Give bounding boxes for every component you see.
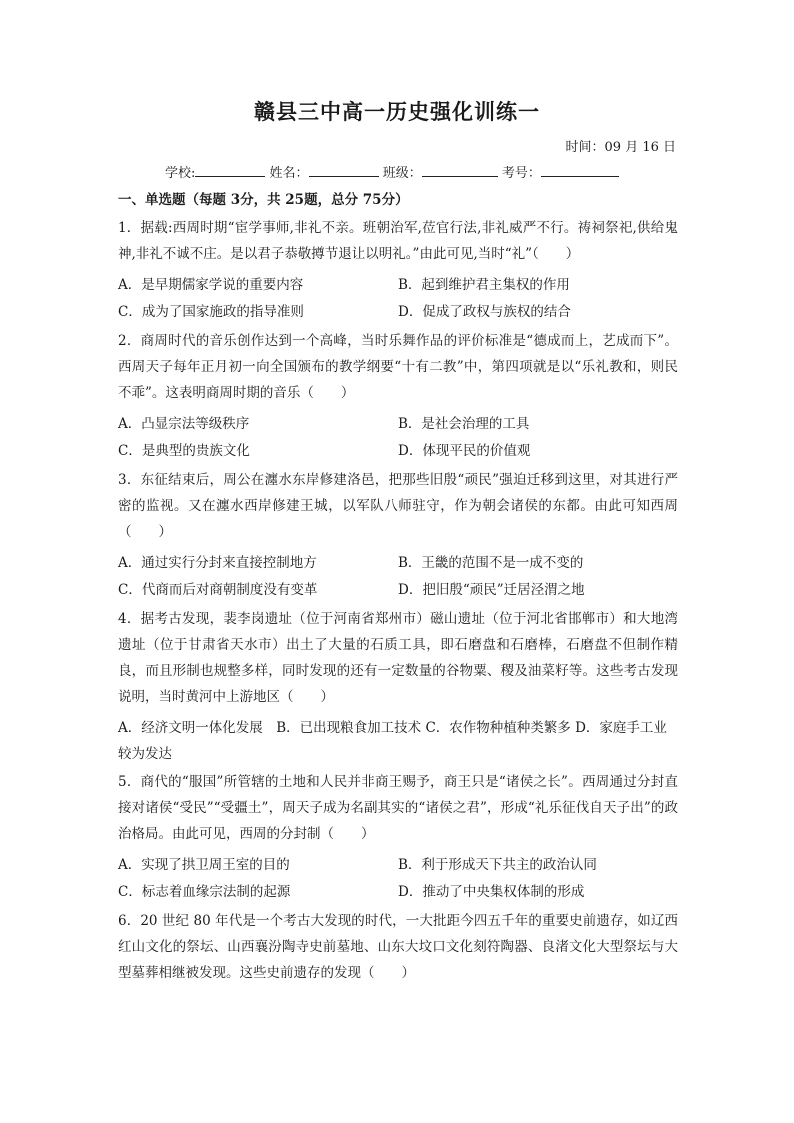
- option-a[interactable]: A．凸显宗法等级秩序: [118, 416, 250, 432]
- option-a[interactable]: A．通过实行分封来直接控制地方: [118, 555, 317, 571]
- option-c[interactable]: C．是典型的贵族文化: [118, 443, 250, 459]
- question-stem: 6．20 世纪 80 年代是一个考古大发现的时代，一大批距今四五千年的重要史前遗存，如辽西红山文化的祭坛、山西襄汾陶寺史前墓地、山东大坟口文化刻符陶器、良渚文化大型祭坛与大型墓葬相继被发现。这些史前遗存的发现（ ）: [118, 913, 678, 981]
- question-stem: 3．东征结束后，周公在瀍水东岸修建洛邑，把那些旧殷“顽民”强迫迁移到这里，对其进行严密的监视。又在瀍水西岸修建王城，以军队八师驻守，作为朝会诸侯的东都。由此可知西周（ ）: [118, 472, 678, 540]
- option-d[interactable]: D．体现平民的价值观: [398, 443, 531, 459]
- school-blank[interactable]: [195, 162, 265, 177]
- option-b[interactable]: B．王畿的范围不是一成不变的: [398, 555, 584, 571]
- question-5: [118, 769, 678, 906]
- question-3: [118, 467, 678, 604]
- exam-date: 时间：09 月 16 日: [565, 140, 676, 155]
- option-group: [118, 272, 678, 326]
- option-group: [118, 852, 678, 906]
- option-group: [118, 411, 678, 465]
- name-blank[interactable]: [309, 162, 379, 177]
- question-1: [118, 215, 678, 326]
- options-inline[interactable]: A．经济文明一体化发展 B．已出现粮食加工技术 C．农作物种植种类繁多 D．家庭手工业较为发达: [118, 720, 667, 762]
- question-stem: 2．商周时代的音乐创作达到一个高峰，当时乐舞作品的评价标准是“德成而上，艺成而下”。西周天子每年正月初一向全国颁布的教学纲要“十有二教”中，第四项就是以“乐礼教和，则民不乖”。这表明商周时期的音乐（ ）: [118, 333, 678, 401]
- question-stem: 1．据载:西周时期“宦学事师,非礼不亲。班朝治军,莅官行法,非礼威严不行。祷祠祭祀,供给鬼神,非礼不诚不庄。是以君子恭敬撙节退让以明礼。”由此可见,当时“礼”（ ）: [118, 220, 678, 262]
- option-a[interactable]: A．实现了拱卫周王室的目的: [118, 857, 290, 873]
- option-b[interactable]: B．起到维护君主集权的作用: [398, 277, 570, 293]
- question-6: [118, 908, 678, 986]
- option-b[interactable]: B．利于形成天下共主的政治认同: [398, 857, 597, 873]
- option-a[interactable]: A．是早期儒家学说的重要内容: [118, 277, 304, 293]
- question-list: [118, 215, 678, 986]
- class-blank[interactable]: [422, 162, 498, 177]
- school-label: 学校:: [165, 166, 196, 181]
- question-2: [118, 328, 678, 465]
- option-c[interactable]: C．成为了国家施政的指导准则: [118, 304, 304, 320]
- question-stem: 5．商代的“服国”所管辖的土地和人民并非商王赐予，商王只是“诸侯之长”。西周通过分封直接对诸侯“受民”“受疆土”，周天子成为名副其实的“诸侯之君”，形成“礼乐征伐自天子出”的政治格局。由此可见，西周的分封制（ ）: [118, 774, 678, 842]
- exam-number-blank[interactable]: [541, 162, 619, 177]
- name-label: 姓名：: [269, 166, 309, 181]
- option-group: [118, 715, 678, 767]
- section-heading: 一、单选题（每题 3分，共 25题，总分 75分）: [118, 192, 409, 208]
- question-stem: 4．据考古发现，裴李岗遗址（位于河南省郑州市）磁山遗址（位于河北省邯郸市）和大地湾遗址（位于甘肃省天水市）出土了大量的石质工具，即石磨盘和石磨棒，石磨盘不但制作精良，而且形制也规整多样，同时发现的还有一定数量的谷物粟、稷及油菜籽等。这些考古发现说明，当时黄河中上游地区（ ）: [118, 611, 678, 705]
- student-info-line: [165, 162, 619, 181]
- question-4: [118, 606, 678, 767]
- option-d[interactable]: D．促成了政权与族权的结合: [398, 304, 571, 320]
- exam-number-label: 考号：: [501, 166, 541, 181]
- option-c[interactable]: C．代商而后对商朝制度没有变革: [118, 582, 318, 598]
- option-d[interactable]: D．把旧殷“顽民”迁居泾渭之地: [398, 582, 585, 598]
- option-d[interactable]: D．推动了中央集权体制的形成: [398, 884, 585, 900]
- option-c[interactable]: C．标志着血缘宗法制的起源: [118, 884, 291, 900]
- option-group: [118, 550, 678, 604]
- class-label: 班级：: [382, 166, 422, 181]
- page-title: 赣县三中高一历史强化训练一: [254, 99, 540, 124]
- option-b[interactable]: B．是社会治理的工具: [398, 416, 530, 432]
